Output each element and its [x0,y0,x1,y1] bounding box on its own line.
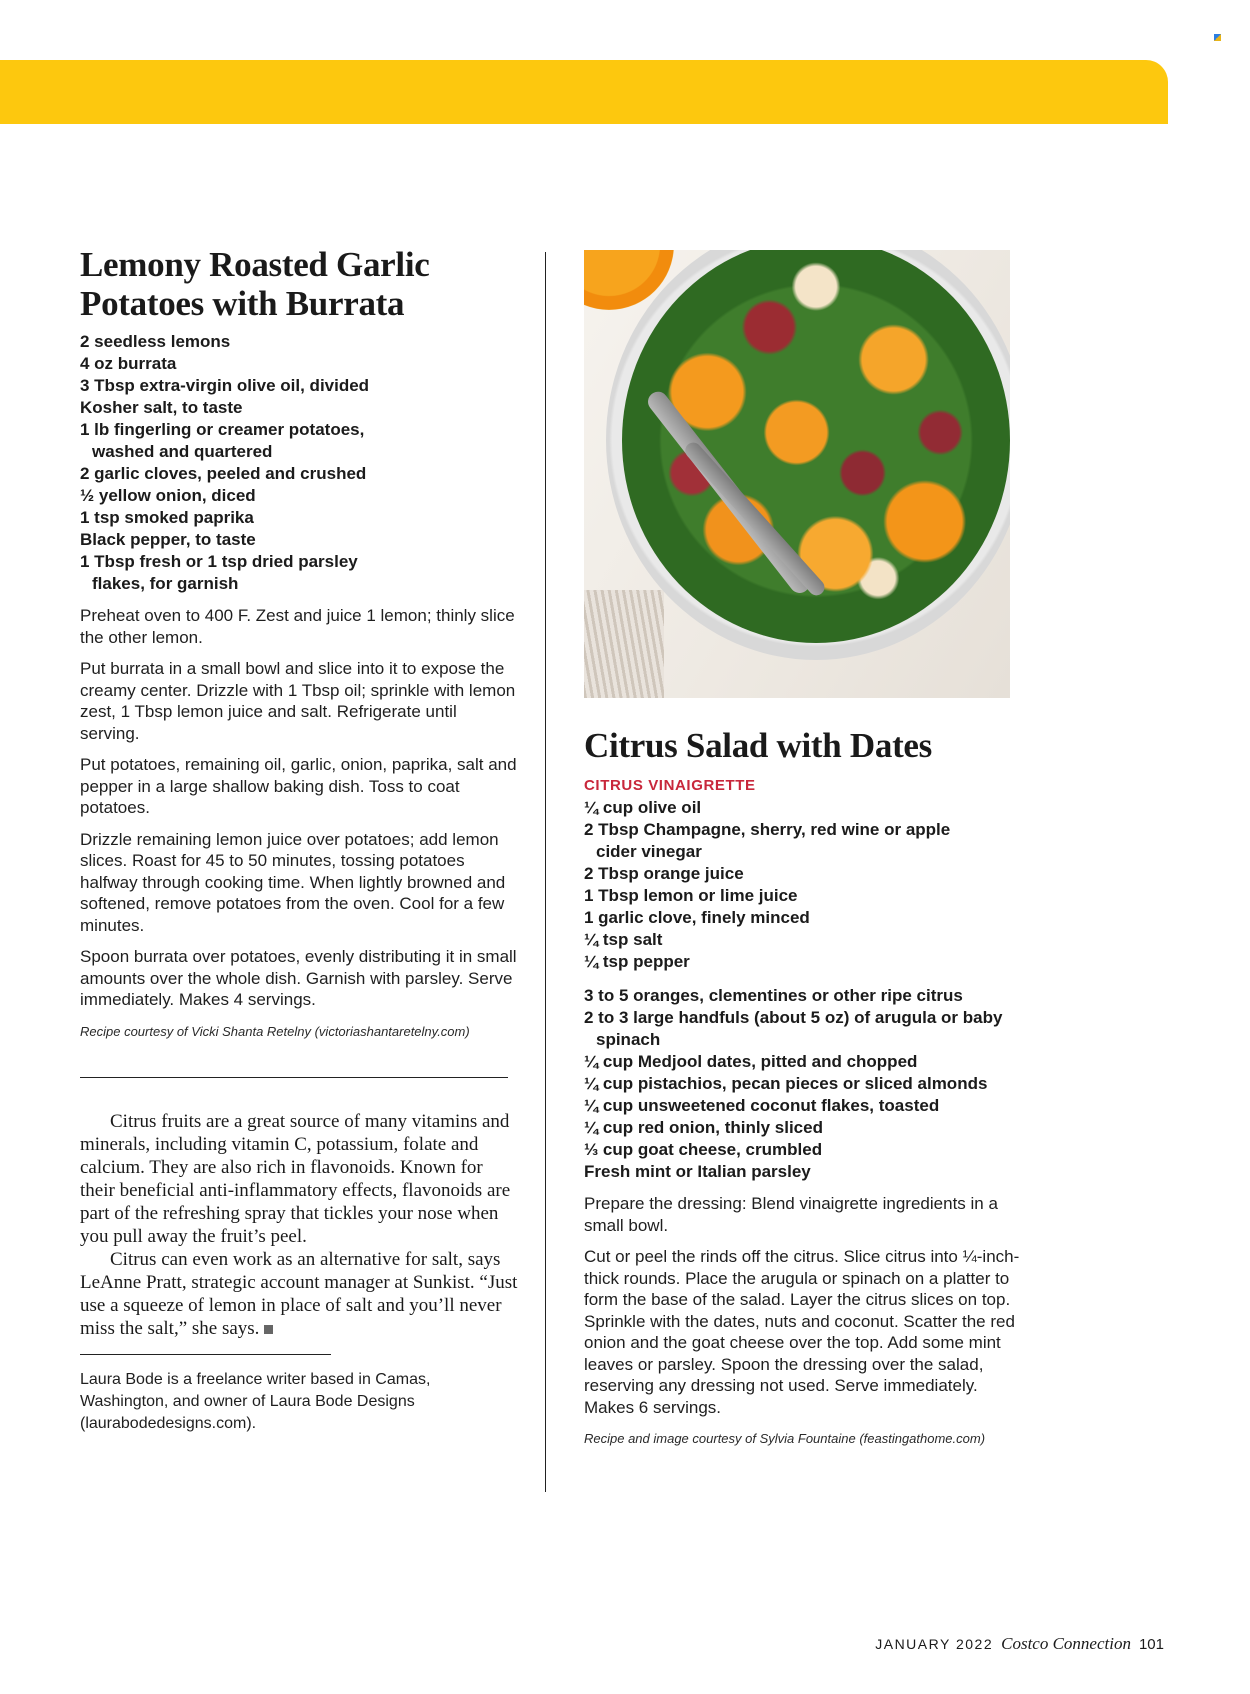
left-column [80,245,520,1435]
corner-color-mark [1214,34,1221,41]
ingredient-item: 1 garlic clove, finely minced [584,908,810,927]
ingredient-item: ¼ cup red onion, thinly sliced [584,1118,823,1137]
ingredient-gap [584,973,1024,985]
ingredient-item: 1 tsp smoked paprika [80,508,254,527]
ingredient-item: 1 lb fingerling or creamer potatoes, washed and quartered [80,420,365,461]
ingredient-item: Black pepper, to taste [80,530,256,549]
recipe1-title [80,245,520,323]
sidebar-paragraph-2 [80,1248,520,1340]
ingredient-item: ¼ cup pistachios, pecan pieces or sliced almonds [584,1074,988,1093]
ingredient-item: 2 seedless lemons [80,332,231,351]
citrus-sidebar [80,1110,520,1340]
page-footer [875,1634,1164,1654]
section-divider [80,1077,508,1078]
ingredient-item: Fresh mint or Italian parsley [584,1162,811,1181]
ingredient-item: ¼ tsp pepper [584,952,690,971]
ingredient-item: Kosher salt, to taste [80,398,243,417]
publication-name: Costco Connection [1001,1634,1131,1653]
recipe1-title-line2: Potatoes with Burrata [80,284,405,323]
ingredient-item: 2 to 3 large handfuls (about 5 oz) of arugula or baby spinach [584,1008,1003,1049]
vinaigrette-heading: CITRUS VINAIGRETTE [584,777,756,794]
ingredient-item: 3 to 5 oranges, clementines or other ripe citrus [584,986,963,1005]
recipe-step: Cut or peel the rinds off the citrus. Slice citrus into ¼-inch-thick rounds. Place the arugula or spinach on a platter to form the base of the salad. Layer the citrus slices on top. Sprinkle with the dates, nuts and coconut. Scatter the red onion and the goat cheese over the top. Add some mint leaves or parsley. Spoon the dressing over the salad, reserving any dressing not used. Serve immediately. Makes 6 servings. [584,1247,1020,1417]
ingredient-item: 2 Tbsp orange juice [584,864,744,883]
yellow-header-banner [0,60,1168,124]
ingredient-item: ¼ tsp salt [584,930,663,949]
ingredient-item: 2 garlic cloves, peeled and crushed [80,464,367,483]
issue-date: JANUARY 2022 [875,1636,994,1652]
recipe-step: Drizzle remaining lemon juice over potatoes; add lemon slices. Roast for 45 to 50 minutes, tossing potatoes halfway through cooking time. When lightly browned and softened, remove potatoes from the oven. Cool for a few minutes. [80,829,506,935]
right-column [584,250,1024,1448]
vinaigrette-ingredients [584,797,1024,973]
recipe2-steps [584,1193,1024,1418]
ingredient-item: 4 oz burrata [80,354,177,373]
recipe-step: Prepare the dressing: Blend vinaigrette ingredients in a small bowl. [584,1194,998,1235]
ingredient-item: 3 Tbsp extra-virgin olive oil, divided [80,376,370,395]
sidebar-paragraph-1: Citrus fruits are a great source of many vitamins and minerals, including vitamin C, potassium, folate and calcium. They are also rich in flavonoids. Known for their beneficial anti-inflammatory effects, flavonoids are part of the refreshing spray that tickles your nose when you pull away the fruit’s peel. [80,1110,511,1247]
end-mark-icon [264,1325,273,1334]
salad-ingredients [584,985,1024,1183]
column-divider [545,252,546,1492]
ingredient-item: ½ yellow onion, diced [80,486,256,505]
recipe1-credit: Recipe courtesy of Vicki Shanta Retelny (victoriashantaretelny.com) [80,1023,470,1039]
ingredient-item: ¼ cup Medjool dates, pitted and chopped [584,1052,918,1071]
citrus-salad-photo [584,250,1010,698]
recipe1-steps [80,605,520,1011]
recipe-step: Spoon burrata over potatoes, evenly distributing it in small amounts over the whole dish. Garnish with parsley. Serve immediately. Makes 4 servings. [80,947,517,1009]
recipe-step: Put burrata in a small bowl and slice into it to expose the creamy center. Drizzle with 1 Tbsp oil; sprinkle with lemon zest, 1 Tbsp lemon juice and salt. Refrigerate until serving. [80,659,516,743]
ingredient-item: 1 Tbsp lemon or lime juice [584,886,798,905]
ingredient-item: 1 Tbsp fresh or 1 tsp dried parsley flakes, for garnish [80,552,358,593]
page-number: 101 [1138,1636,1164,1653]
linen-cloth-image [584,590,664,698]
ingredient-item: ¼ cup unsweetened coconut flakes, toasted [584,1096,940,1115]
recipe2-credit: Recipe and image courtesy of Sylvia Fountaine (feastingathome.com) [584,1431,986,1446]
recipe1-title-line1: Lemony Roasted Garlic [80,245,430,284]
recipe-step: Put potatoes, remaining oil, garlic, onion, paprika, salt and pepper in a large shallow baking dish. Toss to coat potatoes. [80,755,517,817]
recipe1-ingredients [80,331,520,595]
ingredient-item: ⅓ cup goat cheese, crumbled [584,1140,823,1159]
recipe-step: Preheat oven to 400 F. Zest and juice 1 lemon; thinly slice the other lemon. [80,606,515,647]
recipe2-title: Citrus Salad with Dates [584,726,932,765]
author-bio: Laura Bode is a freelance writer based in Camas, Washington, and owner of Laura Bode Designs (laurabodedesigns.com). [80,1370,431,1432]
bio-divider [80,1354,331,1355]
ingredient-item: ¼ cup olive oil [584,798,702,817]
sidebar-paragraph-2-text: Citrus can even work as an alternative for salt, says LeAnne Pratt, strategic account manager at Sunkist. “Just use a squeeze of lemon in place of salt and you’ll never miss the salt,” she says. [80,1248,518,1339]
ingredient-item: 2 Tbsp Champagne, sherry, red wine or apple cider vinegar [584,820,951,861]
